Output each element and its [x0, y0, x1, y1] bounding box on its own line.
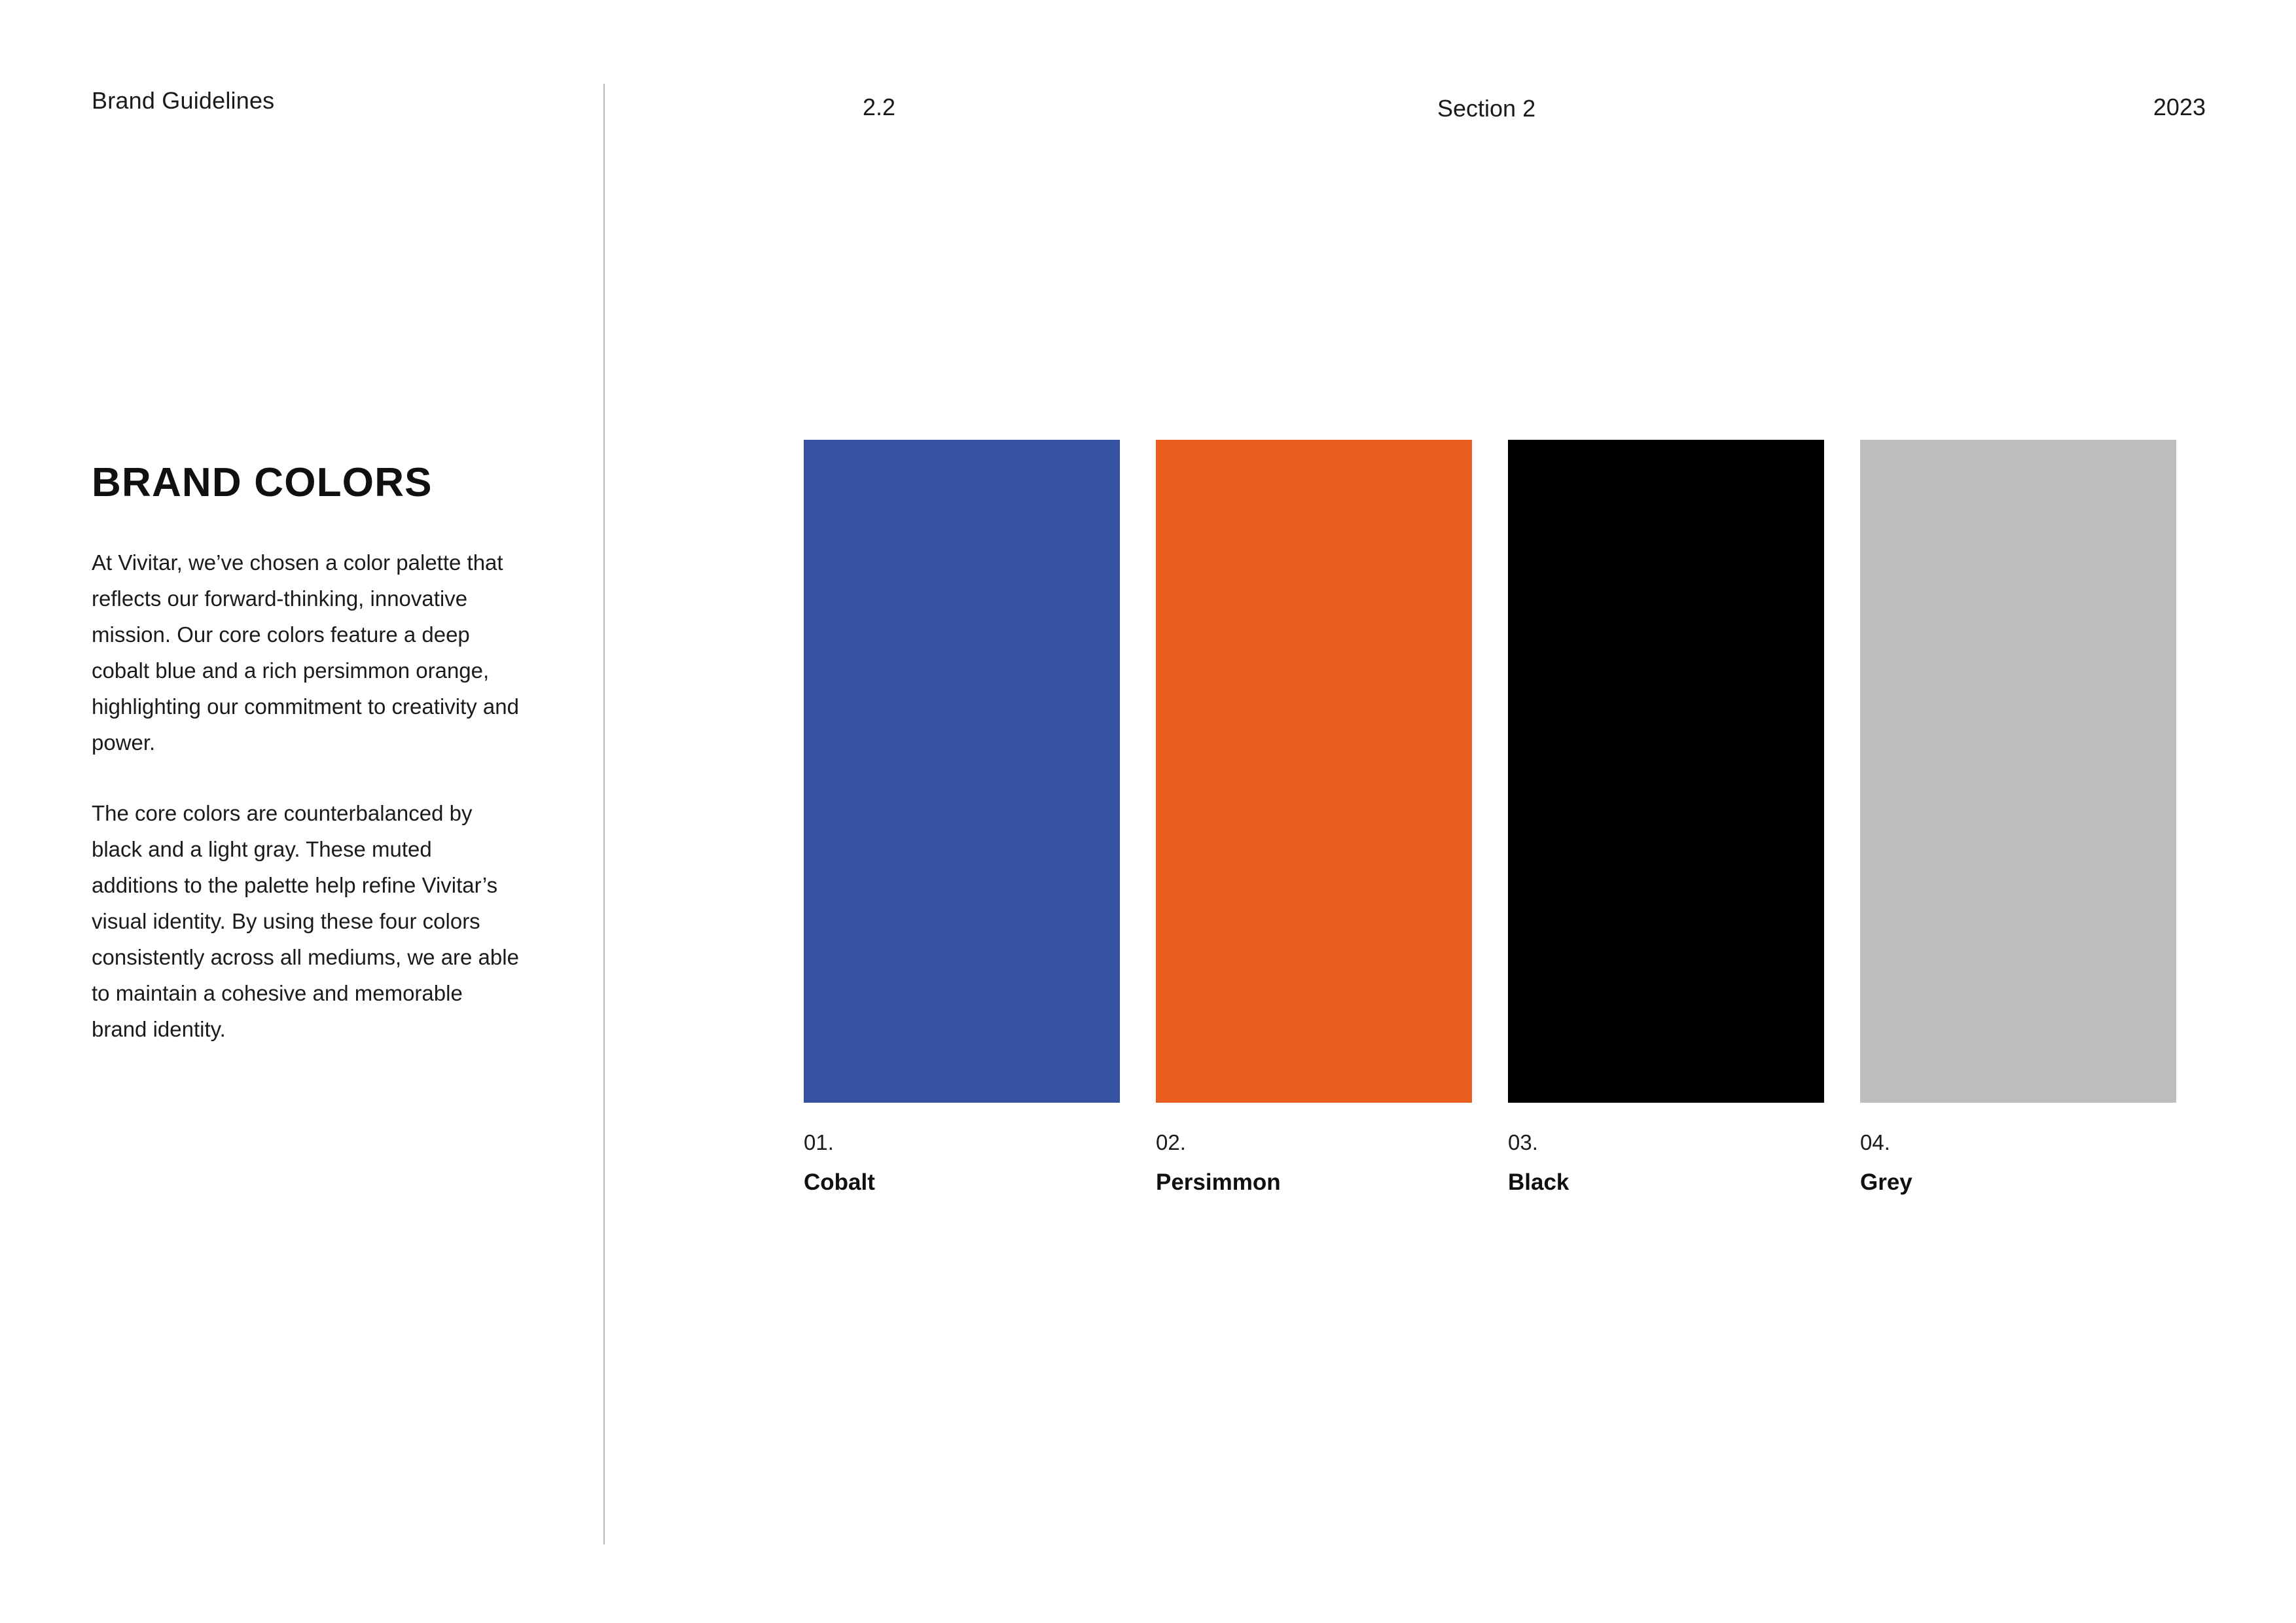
- header-section-label: Section 2: [1437, 95, 1536, 122]
- header-page-number: 2.2: [863, 94, 896, 120]
- color-swatch-name: Cobalt: [804, 1169, 875, 1195]
- color-chip-black: [1508, 440, 1824, 1103]
- color-swatch-index: 01.: [804, 1130, 834, 1154]
- body-paragraph-2: The core colors are counterbalanced by black and a light gray. These muted additions to the palette help refine Vivitar’s visual identity. By using these four colors consistently across all mediums, we are able to maintain a cohesive and memorable brand identity.: [92, 801, 519, 1041]
- vertical-divider: [603, 84, 605, 1544]
- color-swatch: [1860, 440, 2176, 1196]
- color-swatch: [1156, 440, 1472, 1196]
- color-swatch-index: 03.: [1508, 1130, 1538, 1154]
- color-chip-persimmon: [1156, 440, 1472, 1103]
- color-swatch-name: Black: [1508, 1169, 1570, 1195]
- color-chip-cobalt: [804, 440, 1120, 1103]
- color-swatch-index: 02.: [1156, 1130, 1186, 1154]
- header-year: 2023: [2153, 94, 2206, 120]
- color-swatch: [1508, 440, 1824, 1196]
- body-paragraph-1: At Vivitar, we’ve chosen a color palette that reflects our forward-thinking, innovative mission. Our core colors feature a deep cobalt blue and a rich persimmon orange, highlighting our commitment to creativity and power.: [92, 550, 519, 755]
- body-copy: [92, 544, 524, 1047]
- color-swatch-row: [804, 440, 2206, 1196]
- color-swatch-name: Grey: [1860, 1169, 1912, 1195]
- color-swatch-index: 04.: [1860, 1130, 1890, 1154]
- page-title: BRAND COLORS: [92, 459, 433, 505]
- color-swatch-name: Persimmon: [1156, 1169, 1281, 1195]
- color-swatch: [804, 440, 1120, 1196]
- color-chip-grey: [1860, 440, 2176, 1103]
- header-brand-label: Brand Guidelines: [92, 87, 275, 114]
